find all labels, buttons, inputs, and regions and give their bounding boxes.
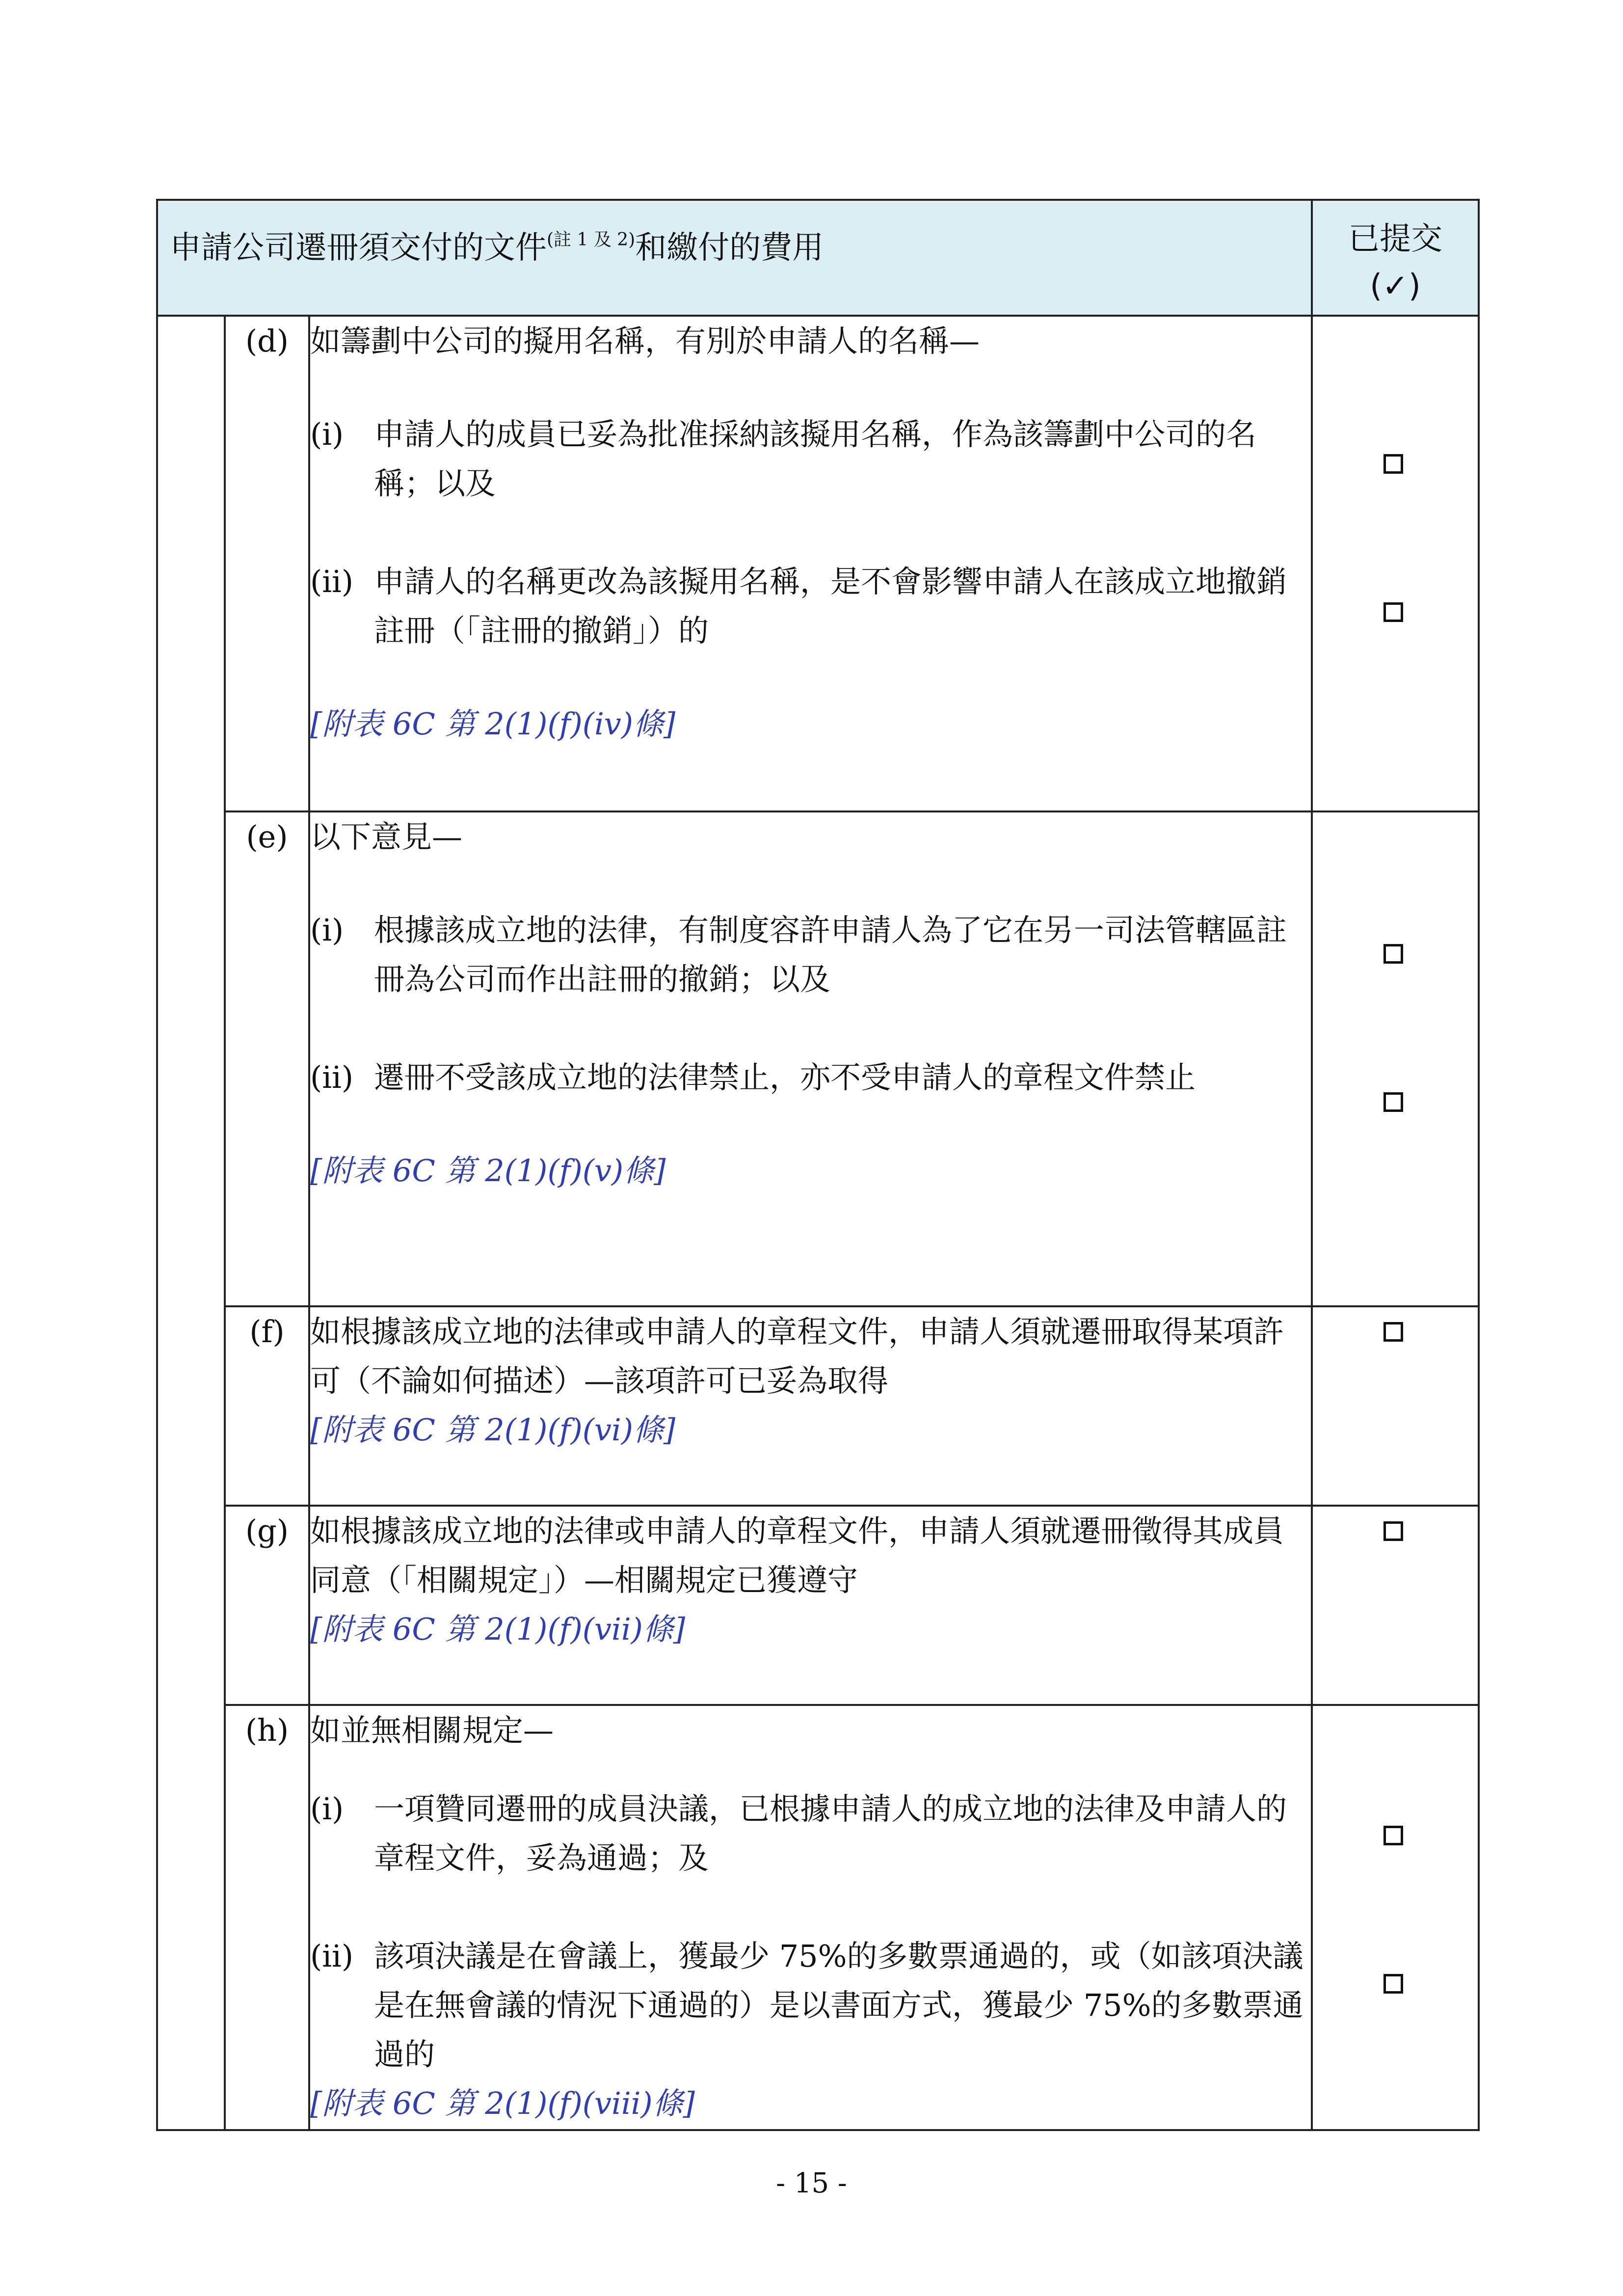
row-intro: 如根據該成立地的法律或申請人的章程文件，申請人須就遷冊取得某項許可（不論如何描述）—該項許可已妥為取得 — [310, 1314, 1284, 1399]
table-header-row — [157, 200, 1479, 316]
checkbox-h-i[interactable] — [1384, 1826, 1403, 1845]
list-item — [310, 1784, 1311, 1883]
list-item — [310, 557, 1311, 655]
submitted-checkmark-label: (✓) — [1370, 268, 1421, 304]
statute-reference: [附表 6C 第 2(1)(f)(v)條] — [310, 1153, 666, 1189]
submitted-label: 已提交 — [1348, 221, 1443, 257]
item-number: (i) — [310, 1791, 344, 1827]
item-number: (ii) — [310, 564, 354, 599]
item-number: (ii) — [310, 1938, 354, 1974]
table-row-h — [157, 1705, 1479, 2130]
checkbox-cell — [1312, 1705, 1479, 2130]
row-intro: 如根據該成立地的法律或申請人的章程文件，申請人須就遷冊徵得其成員同意（「相關規定」）—相關規定已獲遵守 — [310, 1513, 1284, 1598]
statute-reference: [附表 6C 第 2(1)(f)(viii)條] — [310, 2085, 695, 2121]
checkbox-d-ii[interactable] — [1384, 602, 1403, 622]
checkbox-cell — [1312, 811, 1479, 1306]
item-number: (i) — [310, 912, 344, 948]
checkbox-cell — [1312, 316, 1479, 811]
indent-column — [157, 316, 225, 2130]
checkbox-f[interactable] — [1384, 1322, 1403, 1342]
item-number: (ii) — [310, 1059, 354, 1095]
row-label: (e) — [225, 811, 309, 1306]
row-intro: 如並無相關規定— — [310, 1712, 554, 1748]
header-submitted-cell — [1312, 200, 1479, 316]
row-intro: 以下意見— — [310, 819, 463, 855]
item-number: (i) — [310, 416, 344, 452]
statute-reference: [附表 6C 第 2(1)(f)(iv)條] — [310, 706, 676, 742]
item-text: 該項決議是在會議上，獲最少 75%的多數票通過的，或（如該項決議是在無會議的情況下通過的）是以書面方式，獲最少 75%的多數票通過的 — [374, 1938, 1304, 2072]
item-text: 申請人的成員已妥為批准採納該擬用名稱，作為該籌劃中公司的名稱；以及 — [374, 416, 1257, 501]
row-content — [309, 1705, 1312, 2130]
item-text: 申請人的名稱更改為該擬用名稱，是不會影響申請人在該成立地撤銷註冊（「註冊的撤銷」）的 — [374, 564, 1287, 648]
statute-reference: [附表 6C 第 2(1)(f)(vi)條] — [310, 1412, 676, 1448]
checkbox-e-i[interactable] — [1384, 944, 1403, 964]
row-content — [309, 1506, 1312, 1705]
header-title — [158, 201, 1311, 272]
row-label: (h) — [225, 1705, 309, 2130]
checkbox-cell — [1312, 1506, 1479, 1705]
table-row-f — [157, 1306, 1479, 1506]
list-item — [310, 906, 1311, 1004]
list-item — [310, 410, 1311, 508]
checkbox-h-ii[interactable] — [1384, 1974, 1403, 1994]
item-text: 根據該成立地的法律，有制度容許申請人為了它在另一司法管轄區註冊為公司而作出註冊的撤銷；以及 — [374, 912, 1287, 997]
item-text: 一項贊同遷冊的成員決議，已根據申請人的成立地的法律及申請人的章程文件，妥為通過；及 — [374, 1791, 1287, 1876]
header-title-main: 申請公司遷冊須交付的文件 — [170, 230, 547, 266]
statute-reference: [附表 6C 第 2(1)(f)(vii)條] — [310, 1611, 686, 1647]
table-row-d — [157, 316, 1479, 811]
table-row-g — [157, 1506, 1479, 1705]
documents-checklist-table — [156, 199, 1480, 2131]
row-label: (g) — [225, 1506, 309, 1705]
header-title-cell — [157, 200, 1312, 316]
row-label: (d) — [225, 316, 309, 811]
table-row-e — [157, 811, 1479, 1306]
header-title-tail: 和繳付的費用 — [635, 230, 824, 266]
row-content — [309, 1306, 1312, 1506]
row-intro: 如籌劃中公司的擬用名稱，有別於申請人的名稱— — [310, 323, 980, 359]
checkbox-e-ii[interactable] — [1384, 1092, 1403, 1112]
header-title-note: (註 1 及 2) — [547, 230, 636, 250]
checkbox-g[interactable] — [1384, 1521, 1403, 1541]
row-label: (f) — [225, 1306, 309, 1506]
item-text: 遷冊不受該成立地的法律禁止，亦不受申請人的章程文件禁止 — [374, 1059, 1196, 1095]
checkbox-cell — [1312, 1306, 1479, 1506]
page-number: - 15 - — [776, 2167, 847, 2199]
row-content — [309, 316, 1312, 811]
list-item — [310, 1053, 1311, 1102]
checkbox-d-i[interactable] — [1384, 454, 1403, 474]
list-item — [310, 1932, 1311, 2079]
row-content — [309, 811, 1312, 1306]
